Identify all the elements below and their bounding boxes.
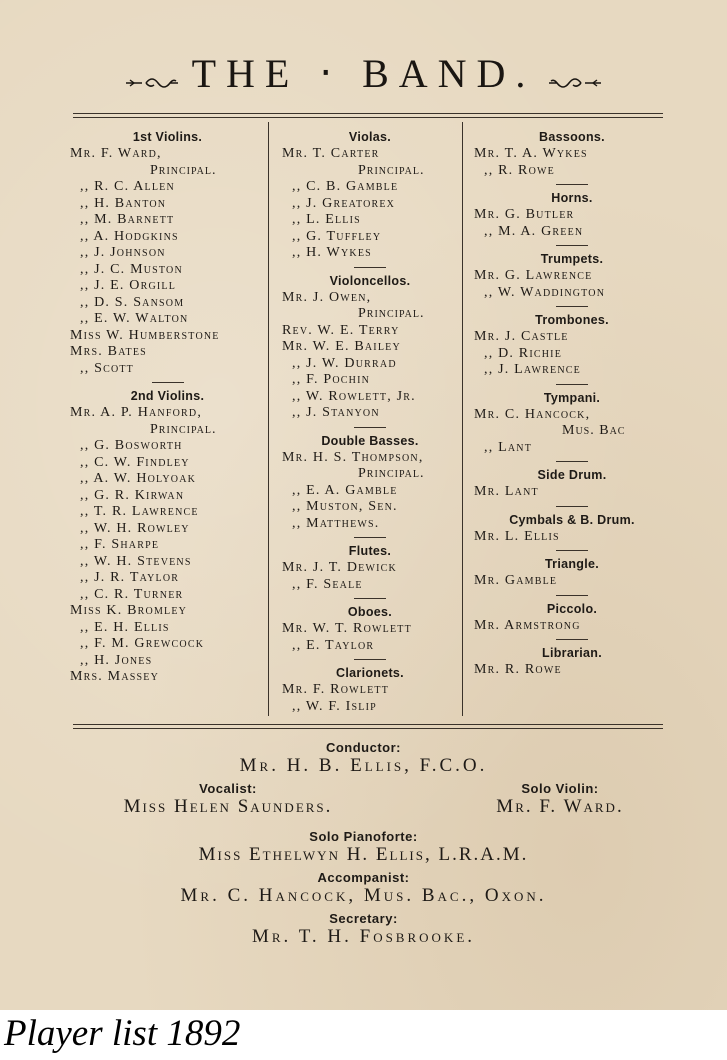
section-heading: Oboes. bbox=[347, 605, 393, 619]
member-name: Mr. Armstrong bbox=[474, 617, 581, 633]
member-name: ,, W. Waddington bbox=[484, 284, 606, 300]
member-name: Mr. Gamble bbox=[474, 573, 558, 588]
section-heading: Violas. bbox=[348, 130, 392, 144]
member-title-line: Principal. bbox=[150, 162, 217, 178]
accompanist-name: Mr. C. Hancock, Mus. Bac., Oxon. bbox=[180, 885, 547, 906]
member-name: ,, H. Jones bbox=[80, 652, 153, 668]
section-heading: Flutes. bbox=[348, 544, 392, 558]
member-name: ,, H. Banton bbox=[80, 195, 167, 211]
member-name: ,, R. C. Allen bbox=[80, 179, 175, 194]
accompanist-label: Accompanist: bbox=[317, 870, 410, 885]
vocalist-solo-violin-row bbox=[0, 781, 727, 825]
member-name: Mr. T. A. Wykes bbox=[474, 146, 588, 161]
member-name: ,, F. Pochin bbox=[292, 372, 371, 387]
section-heading: Piccolo. bbox=[546, 601, 598, 616]
section-divider bbox=[354, 537, 386, 538]
member-name: ,, F. M. Grewcock bbox=[80, 636, 205, 651]
top-rule-2 bbox=[73, 117, 663, 118]
section-divider bbox=[556, 639, 588, 640]
section-heading: Double Basses. bbox=[321, 433, 419, 448]
member-name: Mr. Lant bbox=[474, 484, 539, 499]
member-name: Mr. F. Rowlett bbox=[282, 682, 390, 697]
section-divider bbox=[556, 384, 588, 385]
section-heading: Trombones. bbox=[535, 313, 609, 327]
member-name: ,, G. Bosworth bbox=[80, 438, 183, 453]
member-name: Mr. T. Carter bbox=[282, 146, 380, 161]
member-name: Mrs. Bates bbox=[70, 344, 147, 359]
solo-pianoforte-name: Miss Ethelwyn H. Ellis, L.R.A.M. bbox=[198, 844, 529, 865]
member-name: Mrs. Massey bbox=[70, 669, 160, 684]
member-name: ,, Scott bbox=[80, 360, 134, 376]
member-name: Mr. A. P. Hanford, bbox=[70, 405, 203, 420]
member-name: ,, W. F. Islip bbox=[292, 698, 377, 714]
section-heading: Clarionets. bbox=[336, 666, 404, 680]
section-heading: Cymbals & B. Drum. bbox=[509, 512, 635, 527]
section-heading: 2nd Violins. bbox=[130, 389, 205, 403]
conductor-label: Conductor: bbox=[325, 740, 402, 755]
member-name: Mr. H. S. Thompson, bbox=[282, 449, 424, 465]
member-name: ,, D. S. Sansom bbox=[80, 294, 185, 310]
member-name: ,, E. A. Gamble bbox=[292, 482, 398, 498]
column-strings-woodwind bbox=[282, 124, 458, 715]
member-name: ,, C. W. Findley bbox=[80, 454, 190, 470]
member-title-line: Principal. bbox=[358, 162, 425, 178]
section-heading: Horns. bbox=[551, 191, 593, 205]
member-title-line: Mus. Bac bbox=[562, 423, 626, 438]
member-name: ,, D. Richie bbox=[484, 345, 563, 361]
member-name: ,, Muston, Sen. bbox=[292, 499, 398, 514]
section-divider bbox=[556, 550, 588, 551]
section-divider bbox=[354, 659, 386, 660]
member-name: Mr. J. T. Dewick bbox=[282, 560, 397, 575]
vocalist-label: Vocalist: bbox=[199, 781, 257, 796]
section-heading: Librarian. bbox=[542, 646, 602, 660]
member-name: Mr. G. Lawrence bbox=[474, 268, 593, 283]
member-name: ,, R. Rowe bbox=[484, 162, 555, 178]
member-name: Miss W. Humberstone bbox=[70, 327, 220, 343]
member-name: ,, J. W. Durrad bbox=[292, 355, 397, 371]
member-name: ,, F. Seale bbox=[292, 576, 363, 592]
section-divider bbox=[556, 461, 588, 462]
column-divider-1 bbox=[268, 122, 269, 716]
image-caption: Player list 1892 bbox=[4, 1013, 241, 1054]
member-name: ,, J. R. Taylor bbox=[80, 570, 180, 585]
member-name: ,, M. Barnett bbox=[80, 212, 175, 227]
section-divider bbox=[556, 306, 588, 307]
solo-pianoforte-label: Solo Pianoforte: bbox=[309, 829, 418, 844]
member-title-line: Principal. bbox=[150, 421, 217, 437]
member-name: Mr. J. Owen, bbox=[282, 289, 372, 305]
member-name: ,, T. R. Lawrence bbox=[80, 504, 199, 519]
page-title: THE ‧ BAND. bbox=[191, 51, 536, 96]
right-flourish-ornament bbox=[545, 73, 603, 93]
member-name: ,, W. Rowlett, Jr. bbox=[292, 388, 416, 404]
section-heading: 1st Violins. bbox=[132, 130, 203, 144]
member-name: ,, J. Greatorex bbox=[292, 195, 396, 211]
member-title-line: Principal. bbox=[358, 466, 425, 481]
section-divider bbox=[354, 267, 386, 268]
member-name: Mr. F. Ward, bbox=[70, 146, 162, 161]
member-name: Mr. W. E. Bailey bbox=[282, 339, 401, 354]
section-divider bbox=[556, 595, 588, 596]
conductor-name: Mr. H. B. Ellis, F.C.O. bbox=[239, 755, 488, 776]
member-name: ,, M. A. Green bbox=[484, 223, 584, 239]
member-name: Mr. J. Castle bbox=[474, 329, 569, 344]
member-name: ,, J. Lawrence bbox=[484, 362, 581, 377]
section-heading: Violoncellos. bbox=[329, 273, 411, 288]
column-divider-2 bbox=[462, 122, 463, 716]
member-name: ,, G. R. Kirwan bbox=[80, 487, 185, 503]
member-name: ,, J. Stanyon bbox=[292, 405, 380, 420]
section-divider bbox=[152, 382, 184, 383]
vocalist-name: Miss Helen Saunders. bbox=[123, 796, 333, 817]
solo-violin-label: Solo Violin: bbox=[521, 781, 599, 796]
section-heading: Side Drum. bbox=[537, 468, 607, 482]
member-name: ,, W. H. Rowley bbox=[80, 520, 190, 536]
member-name: Mr. C. Hancock, bbox=[474, 406, 591, 422]
solo-violin-name: Mr. F. Ward. bbox=[496, 796, 624, 817]
member-name: ,, J. Johnson bbox=[80, 245, 166, 260]
section-heading: Triangle. bbox=[544, 557, 600, 571]
member-name: ,, L. Ellis bbox=[292, 212, 361, 227]
member-name: ,, G. Tuffley bbox=[292, 228, 382, 244]
officials-section bbox=[0, 740, 727, 948]
section-divider bbox=[354, 427, 386, 428]
section-divider bbox=[556, 184, 588, 185]
top-rule bbox=[73, 113, 663, 114]
column-strings bbox=[70, 124, 265, 686]
member-name: Miss K. Bromley bbox=[70, 603, 188, 618]
member-name: ,, C. B. Gamble bbox=[292, 179, 399, 194]
member-name: Mr. L. Ellis bbox=[474, 528, 560, 544]
member-name: ,, J. C. Muston bbox=[80, 261, 183, 277]
member-name: ,, C. R. Turner bbox=[80, 586, 184, 602]
member-title-line: Principal. bbox=[358, 306, 425, 321]
section-divider bbox=[556, 506, 588, 507]
member-name: ,, H. Wykes bbox=[292, 245, 372, 260]
member-name: ,, E. W. Walton bbox=[80, 311, 189, 326]
left-flourish-ornament bbox=[124, 73, 182, 93]
title-row bbox=[0, 50, 727, 97]
member-name: ,, F. Sharpe bbox=[80, 537, 160, 552]
member-name: ,, Matthews. bbox=[292, 515, 380, 531]
member-name: Mr. R. Rowe bbox=[474, 662, 562, 677]
member-name: Mr. W. T. Rowlett bbox=[282, 621, 412, 636]
section-divider bbox=[354, 598, 386, 599]
secretary-label: Secretary: bbox=[329, 911, 398, 926]
bottom-rule bbox=[73, 724, 663, 725]
member-name: ,, A. Hodgkins bbox=[80, 228, 179, 244]
section-heading: Tympani. bbox=[543, 390, 601, 405]
member-name: ,, E. H. Ellis bbox=[80, 619, 170, 635]
secretary-name: Mr. T. H. Fosbrooke. bbox=[251, 926, 476, 947]
member-name: ,, W. H. Stevens bbox=[80, 553, 192, 569]
member-name: ,, J. E. Orgill bbox=[80, 278, 177, 293]
member-name: Mr. G. Butler bbox=[474, 207, 575, 222]
column-brass-percussion bbox=[474, 124, 670, 679]
section-heading: Trumpets. bbox=[540, 252, 604, 266]
bottom-rule-2 bbox=[73, 728, 663, 729]
member-name: ,, Lant bbox=[484, 439, 533, 455]
member-name: ,, A. W. Holyoak bbox=[80, 471, 197, 486]
section-heading: Bassoons. bbox=[539, 130, 605, 144]
member-name: Rev. W. E. Terry bbox=[282, 322, 400, 338]
section-divider bbox=[556, 245, 588, 246]
member-name: ,, E. Taylor bbox=[292, 637, 375, 653]
